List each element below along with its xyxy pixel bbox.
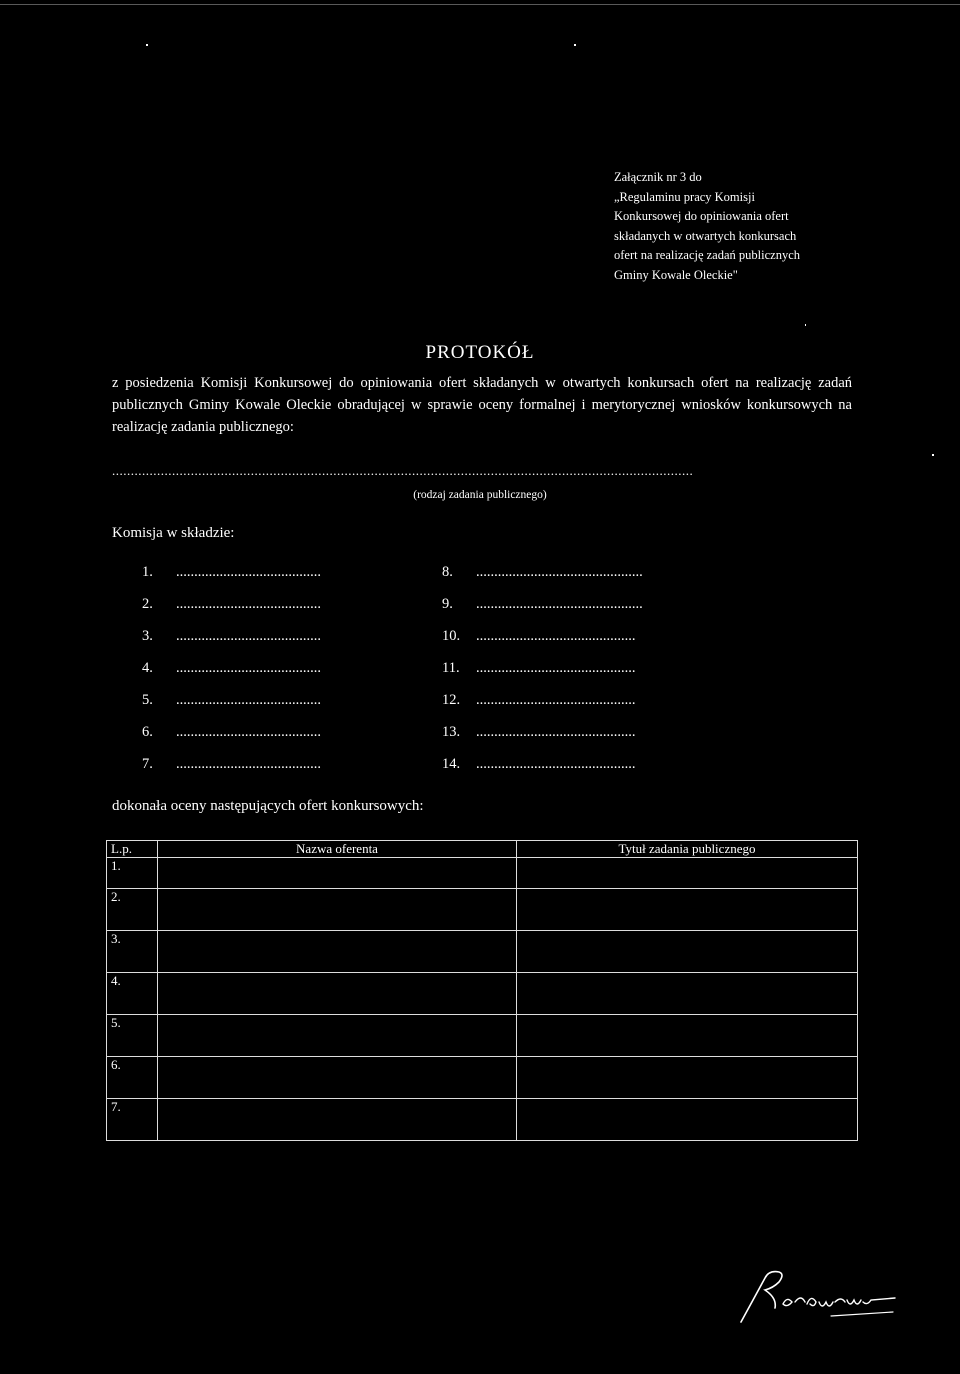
member-dots: ........................................ [176, 596, 321, 612]
row-number: 4. [107, 973, 158, 1015]
offeror-name-cell[interactable] [158, 973, 517, 1015]
member-field[interactable] [442, 628, 636, 645]
table-row [107, 1015, 858, 1057]
member-number: 1. [142, 564, 153, 580]
assessed-offers-label: dokonała oceny następujących ofert konkursowych: [112, 798, 424, 814]
task-title-cell[interactable] [517, 1015, 858, 1057]
table-header-row [107, 841, 858, 858]
annex-line: Konkursowej do opiniowania ofert [614, 209, 789, 223]
scan-speck [932, 454, 934, 456]
table-row [107, 858, 858, 889]
member-dots: ............................................ [476, 628, 636, 644]
offeror-name-cell[interactable] [158, 1099, 517, 1141]
member-field[interactable] [142, 724, 321, 741]
member-field[interactable] [142, 692, 321, 709]
annex-line: Załącznik nr 3 do [614, 170, 702, 184]
header-lp: L.p. [107, 841, 158, 858]
task-title-cell[interactable] [517, 858, 858, 889]
member-number: 9. [442, 596, 453, 612]
row-number: 5. [107, 1015, 158, 1057]
member-number: 7. [142, 756, 153, 772]
handwritten-signature [735, 1264, 905, 1324]
member-number: 3. [142, 628, 153, 644]
member-field[interactable] [442, 564, 643, 581]
member-field[interactable] [442, 756, 636, 773]
annex-note [614, 168, 864, 285]
row-number: 7. [107, 1099, 158, 1141]
offeror-name-cell[interactable] [158, 931, 517, 973]
member-dots: .............................................. [476, 564, 643, 580]
task-type-field[interactable]: ........................................................................................................................................................... [112, 463, 694, 478]
member-field[interactable] [442, 724, 636, 741]
member-field[interactable] [142, 564, 321, 581]
member-field[interactable] [142, 660, 321, 677]
scan-speck [805, 324, 806, 326]
member-dots: ........................................ [176, 564, 321, 580]
scan-edge-line [0, 4, 960, 5]
member-number: 10. [442, 628, 461, 644]
offeror-name-cell[interactable] [158, 1015, 517, 1057]
header-task-title: Tytuł zadania publicznego [517, 841, 858, 858]
composition-label: Komisja w składzie: [112, 525, 235, 541]
member-number: 14. [442, 756, 461, 772]
offeror-name-cell[interactable] [158, 1057, 517, 1099]
scan-speck [146, 44, 148, 46]
table-row [107, 1099, 858, 1141]
task-title-cell[interactable] [517, 931, 858, 973]
member-field[interactable] [442, 596, 643, 613]
annex-line: Gminy Kowale Oleckie" [614, 267, 738, 282]
member-number: 8. [442, 564, 453, 580]
offers-table [106, 840, 858, 1141]
task-title-cell[interactable] [517, 1099, 858, 1141]
member-dots: ........................................ [176, 724, 321, 740]
member-number: 2. [142, 596, 153, 612]
member-field[interactable] [142, 628, 321, 645]
member-field[interactable] [442, 692, 636, 709]
member-number: 11. [442, 660, 460, 676]
row-number: 1. [107, 858, 158, 889]
member-field[interactable] [142, 596, 321, 613]
member-dots: .............................................. [476, 596, 643, 612]
header-offeror-name: Nazwa oferenta [158, 841, 517, 858]
task-title-cell[interactable] [517, 889, 858, 931]
member-number: 6. [142, 724, 153, 740]
row-number: 2. [107, 889, 158, 931]
member-dots: ........................................ [176, 628, 321, 644]
member-dots: ........................................ [176, 660, 321, 676]
member-dots: ............................................ [476, 724, 636, 740]
member-dots: ........................................ [176, 756, 321, 772]
member-number: 12. [442, 692, 461, 708]
annex-line: ofert na realizację zadań publicznych [614, 248, 800, 262]
offeror-name-cell[interactable] [158, 889, 517, 931]
table-row [107, 1057, 858, 1099]
scan-speck [574, 44, 576, 46]
intro-paragraph: z posiedzenia Komisji Konkursowej do opiniowania ofert składanych w otwartych konkursach ofert na realizację zadań publicznych Gminy Kowale Oleckie obradującej w sprawie oceny formalnej i merytorycznej wniosków konkursowych na realizację zadania publicznego: [112, 375, 852, 435]
member-dots: ........................................ [176, 692, 321, 708]
member-dots: ............................................ [476, 756, 636, 772]
member-dots: ............................................ [476, 660, 636, 676]
offeror-name-cell[interactable] [158, 858, 517, 889]
task-title-cell[interactable] [517, 973, 858, 1015]
annex-line: składanych w otwartych konkursach [614, 228, 797, 243]
table-row [107, 931, 858, 973]
table-row [107, 889, 858, 931]
member-field[interactable] [442, 660, 636, 677]
row-number: 3. [107, 931, 158, 973]
document-title: PROTOKÓŁ [425, 342, 535, 363]
member-number: 4. [142, 660, 153, 676]
member-number: 13. [442, 724, 461, 740]
row-number: 6. [107, 1057, 158, 1099]
member-number: 5. [142, 692, 153, 708]
member-dots: ............................................ [476, 692, 636, 708]
table-row [107, 973, 858, 1015]
task-type-caption: (rodzaj zadania publicznego) [413, 489, 547, 501]
member-field[interactable] [142, 756, 321, 773]
task-title-cell[interactable] [517, 1057, 858, 1099]
annex-line: „Regulaminu pracy Komisji [614, 189, 755, 204]
